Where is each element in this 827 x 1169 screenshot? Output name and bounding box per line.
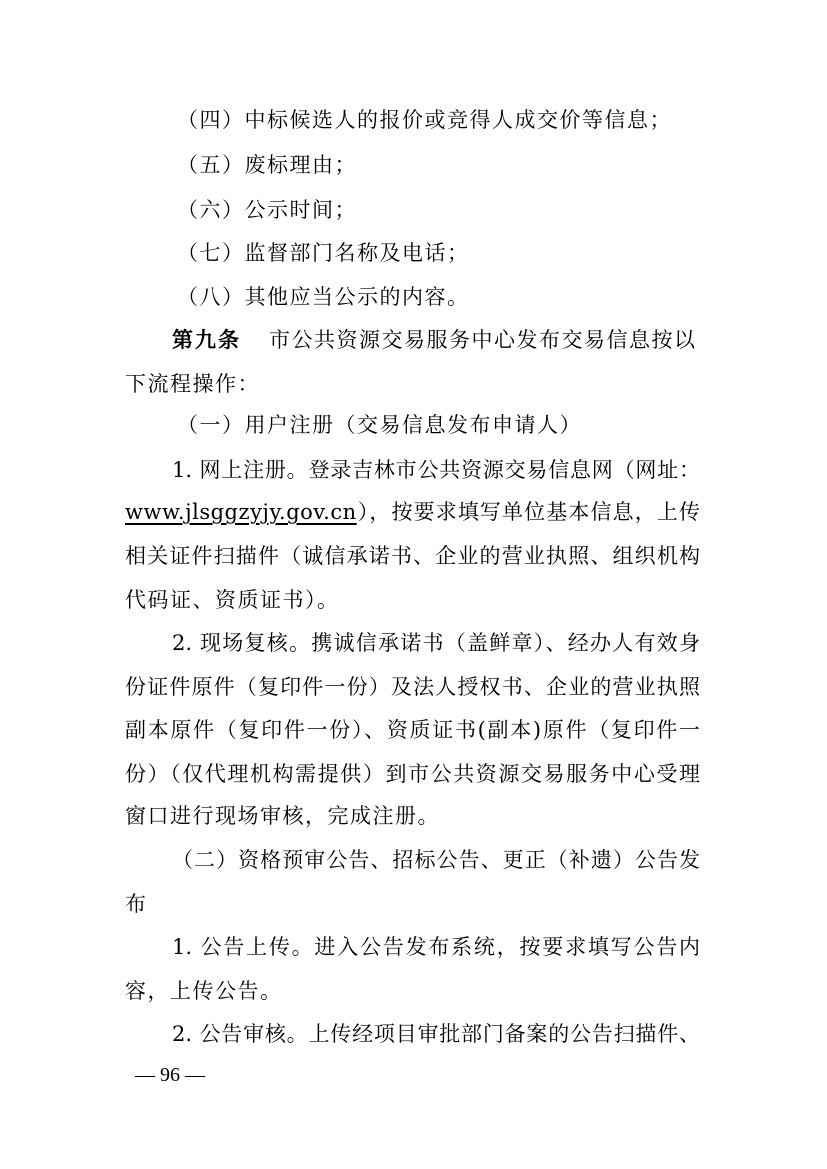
step-1-line-2-rest: ），按要求填写单位基本信息，上传 <box>356 500 700 524</box>
website-link[interactable]: www.jlsggzyjy.gov.cn <box>125 500 357 524</box>
article-9-paragraph-first-line <box>172 325 697 355</box>
item-8-text: （八）其他应当公示的内容。 <box>177 285 470 309</box>
section-1-step-2-line-4: 份）（仅代理机构需提供）到市公共资源交易服务中心受理 <box>125 762 700 786</box>
article-9-text-line-2: 下流程操作： <box>125 372 260 396</box>
section-1-step-2-line-2: 份证件原件（复印件一份）及法人授权书、企业的营业执照 <box>125 675 700 699</box>
article-heading: 第九条 <box>172 328 241 352</box>
section-1-step-1-line-2 <box>125 497 700 527</box>
section-1-heading: （一）用户注册（交易信息发布申请人） <box>177 413 582 437</box>
section-2-heading-line-1: （二）资格预审公告、招标公告、更正（补遗）公告发 <box>172 848 700 872</box>
page-number: — 96 — <box>135 1064 205 1086</box>
section-2-step-1-line-2: 容，上传公告。 <box>125 979 283 1003</box>
item-4-text: （四）中标候选人的报价或竞得人成交价等信息； <box>177 108 672 132</box>
section-1-step-1-line-4: 代码证、资质证书）。 <box>125 588 340 612</box>
section-1-step-1-line-3: 相关证件扫描件（诚信承诺书、企业的营业执照、组织机构 <box>125 544 700 568</box>
section-2-heading-line-2: 布 <box>125 892 148 916</box>
section-1-step-2-line-1: 2. 现场复核。携诚信承诺书（盖鲜章）、经办人有效身 <box>172 631 700 655</box>
item-5-text: （五）废标理由； <box>177 153 357 177</box>
item-6-text: （六）公示时间； <box>177 198 357 222</box>
section-2-step-1-line-1: 1. 公告上传。进入公告发布系统，按要求填写公告内 <box>172 935 700 959</box>
section-1-step-2-line-5: 窗口进行现场审核，完成注册。 <box>125 804 440 828</box>
section-2-step-2-line-1: 2. 公告审核。上传经项目审批部门备案的公告扫描件、 <box>172 1022 700 1046</box>
section-1-step-1-line-1: 1. 网上注册。登录吉林市公共资源交易信息网（网址： <box>172 458 700 482</box>
item-7-text: （七）监督部门名称及电话； <box>177 241 470 265</box>
section-1-step-2-line-3: 副本原件（复印件一份）、资质证书(副本)原件（复印件一 <box>125 718 700 742</box>
article-9-text: 市公共资源交易服务中心发布交易信息按以 <box>269 328 697 352</box>
